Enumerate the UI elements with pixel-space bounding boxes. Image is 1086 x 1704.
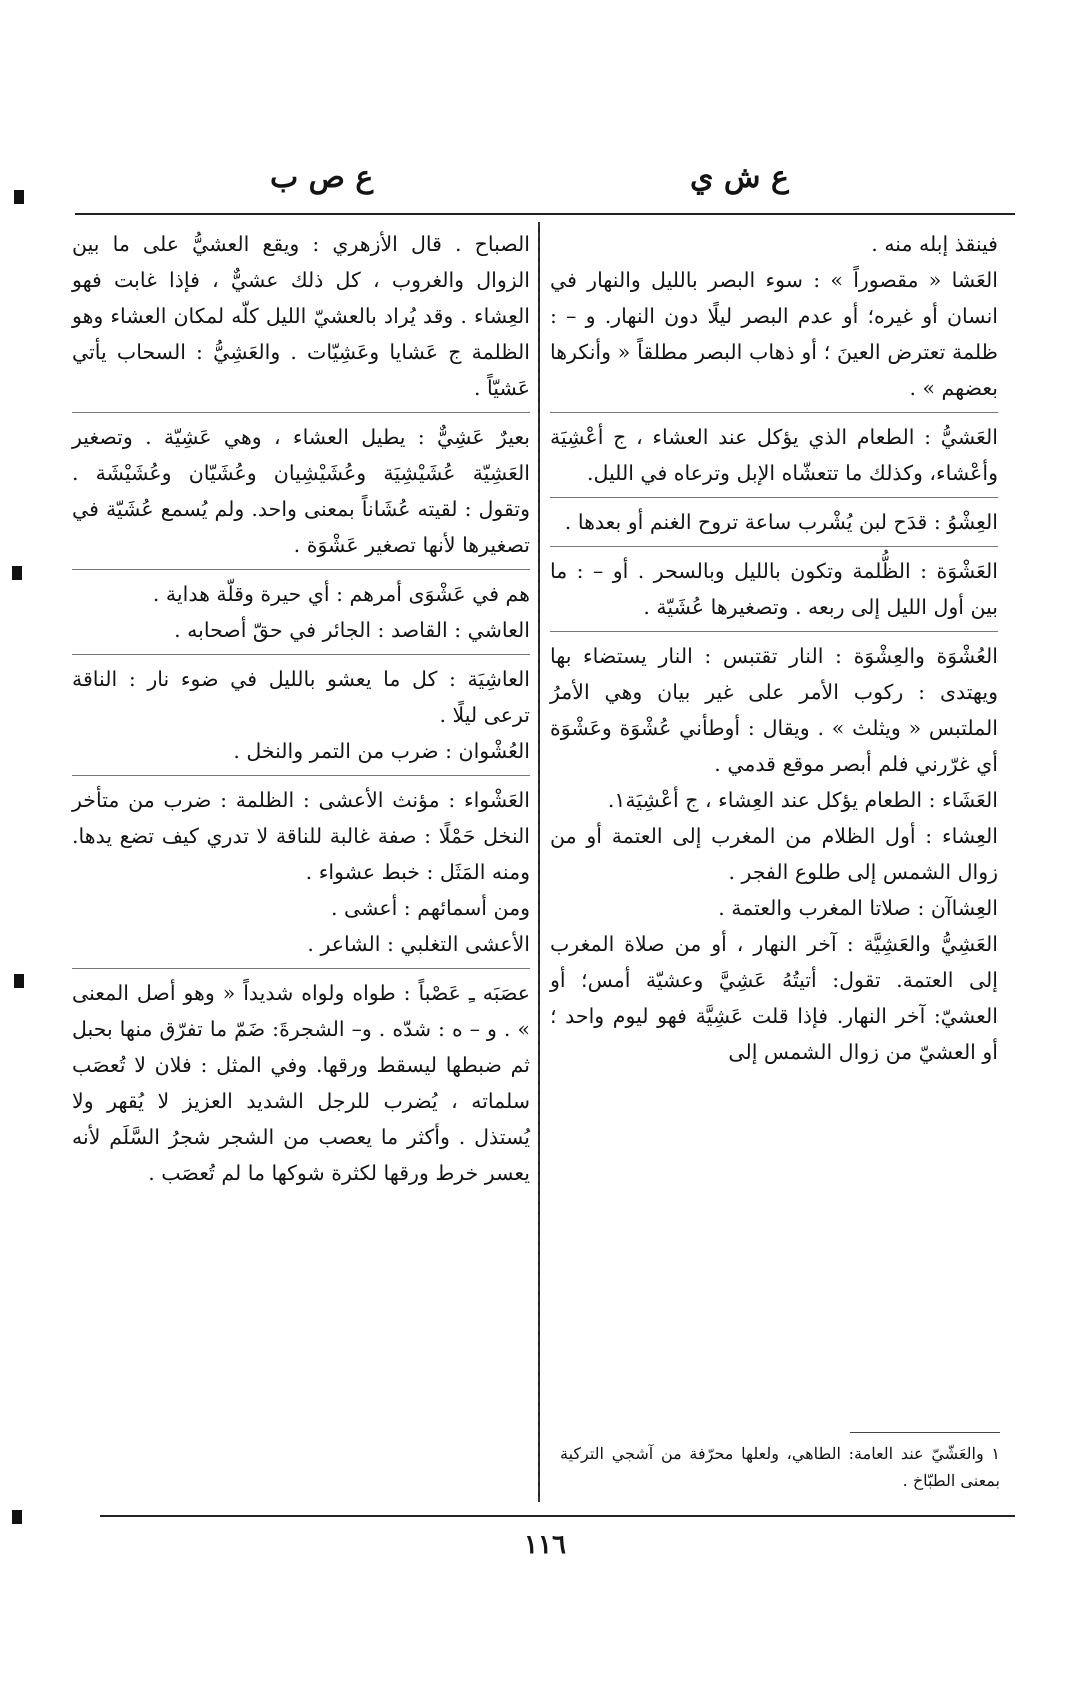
right-column xyxy=(550,226,998,1070)
entry: العِشاآن : صلاتا المغرب والعتمة . xyxy=(718,896,998,920)
running-header-left: ع ص ب xyxy=(270,160,374,195)
entry: العَشْواء : مؤنث الأعشى : الظلمة : ضرب من متأخر النخل حَمْلًا : صفة غالبة للناقة لا تدري كيف تضع يدها. ومنه المَثَل : خبط عشواء . xyxy=(72,775,530,890)
margin-mark xyxy=(14,190,24,204)
margin-mark xyxy=(12,1510,22,1524)
left-column xyxy=(72,226,530,1191)
entry: العَشِيُّ والعَشِيَّة : آخر النهار ، أو من صلاة المغرب إلى العتمة. تقول: أتيتُهُ عَشِيَّ وعشيّة أمس؛ أو العشيّ: آخر النهار. فإذا قلت عَشِيَّة فهو ليوم واحد ؛ أو العشيّ من زوال الشمس إلى xyxy=(550,932,998,1064)
entry: بعيرٌ عَشِيٌّ : يطيل العشاء ، وهي عَشِيّة . وتصغير العَشِيّة عُشَيْشِيَة وعُشَيْشِيان وعُشَيّان وعُشَيْشَة . وتقول : لقيته عُشَاناً بمعنى واحد. ولم يُسمع عُشَيّة في تصغيرها لأنها تصغير عَشْوَة . xyxy=(72,412,530,563)
entry: عصَبَه ـِ عَصْباً : طواه ولواه شديداً « وهو أصل المعنى » . و – ه : شدّه . و– الشجرةَ: ضَمّ ما تفرّق منها بحبل ثم ضبطها ليسقط ورقها. وفي المثل : فلان لا تُعصَب سلماته ، يُضرب للرجل الشديد العزيز لا يُقهر ولا يُستذل . وأكثر ما يعصب من الشجر شجرُ السَّلَم لأنه يعسر خرط ورقها لكثرة شوكها ما لم تُعصَب . xyxy=(72,968,530,1191)
entry: العَشا « مقصوراً » : سوء البصر بالليل والنهار في انسان أو غيره؛ أو عدم البصر ليلًا دون النهار. و – : ظلمة تعترض العينَ ؛ أو ذهاب البصر مطلقاً « وأنكرها بعضهم » . xyxy=(550,268,998,400)
entry: ومن أسمائهم : أعشى . xyxy=(330,896,530,920)
entry: هم في عَشْوَى أمرهم : أي حيرة وقلّة هداية . xyxy=(72,569,530,612)
footnote: ١ والعَشّيّ عند العامة: الطاهي، ولعلها محرّفة من آشجي التركية بمعنى الطبّاخ . xyxy=(560,1444,1001,1490)
entry: فينقذ إبله منه . xyxy=(871,232,998,256)
margin-mark xyxy=(12,566,22,580)
entry: العاشي : القاصد : الجائر في حقّ أصحابه . xyxy=(174,618,530,642)
entry: الأعشى التغلبي : الشاعر . xyxy=(307,932,530,956)
entry: العِشْوُ : قدَح لبن يُشْرب ساعة تروح الغنم أو بعدها . xyxy=(550,497,998,540)
entry: العَشْوَة : الظُّلمة وتكون بالليل وبالسحر . أو – : ما بين أول الليل إلى ربعه . وتصغيرها عُشَيّة . xyxy=(550,546,998,625)
entry: الصباح . قال الأزهري : ويقع العشيُّ على ما بين الزوال والغروب ، كل ذلك عشيٌّ ، فإذا غابت فهو العِشاء . وقد يُراد بالعشيّ الليل كلّه لمكان العشاء وهو الظلمة ج عَشايا وعَشِيّات . والعَشِيُّ : السحاب يأتي عَشيّاً . xyxy=(72,232,530,400)
entry: العاشِيَة : كل ما يعشو بالليل في ضوء نار : الناقة ترعى ليلًا . xyxy=(72,654,530,733)
header-rule xyxy=(75,213,1015,215)
footnote-rule xyxy=(850,1432,1000,1433)
entry: العَشَاء : الطعام يؤكل عند العِشاء ، ج أعْشِيَة١. xyxy=(607,788,998,812)
page-number: ١١٦ xyxy=(524,1530,566,1560)
entry: العِشاء : أول الظلام من المغرب إلى العتمة أو من زوال الشمس إلى طلوع الفجر . xyxy=(550,824,998,884)
running-header-right: ع ش ي xyxy=(690,160,789,195)
footer-rule xyxy=(100,1515,1015,1517)
entry: العَشيُّ : الطعام الذي يؤكل عند العشاء ، ج أعْشِيَة وأعْشاء، وكذلك ما تتعشّاه الإبل وترعاه في الليل. xyxy=(550,412,998,491)
entry: العُشْوَة والعِشْوَة : النار تقتبس : النار يستضاء بها ويهتدى : ركوب الأمر على غير بيان وهي الأمرُ الملتبس « ويثلث » . ويقال : أوطأني عُشْوَة وعَشْوَة أي غرّرني فلم أبصر موقع قدمي . xyxy=(550,631,998,782)
entry: العُشْوان : ضرب من التمر والنخل . xyxy=(233,739,530,763)
column-divider xyxy=(538,222,540,1502)
margin-mark xyxy=(14,974,24,988)
